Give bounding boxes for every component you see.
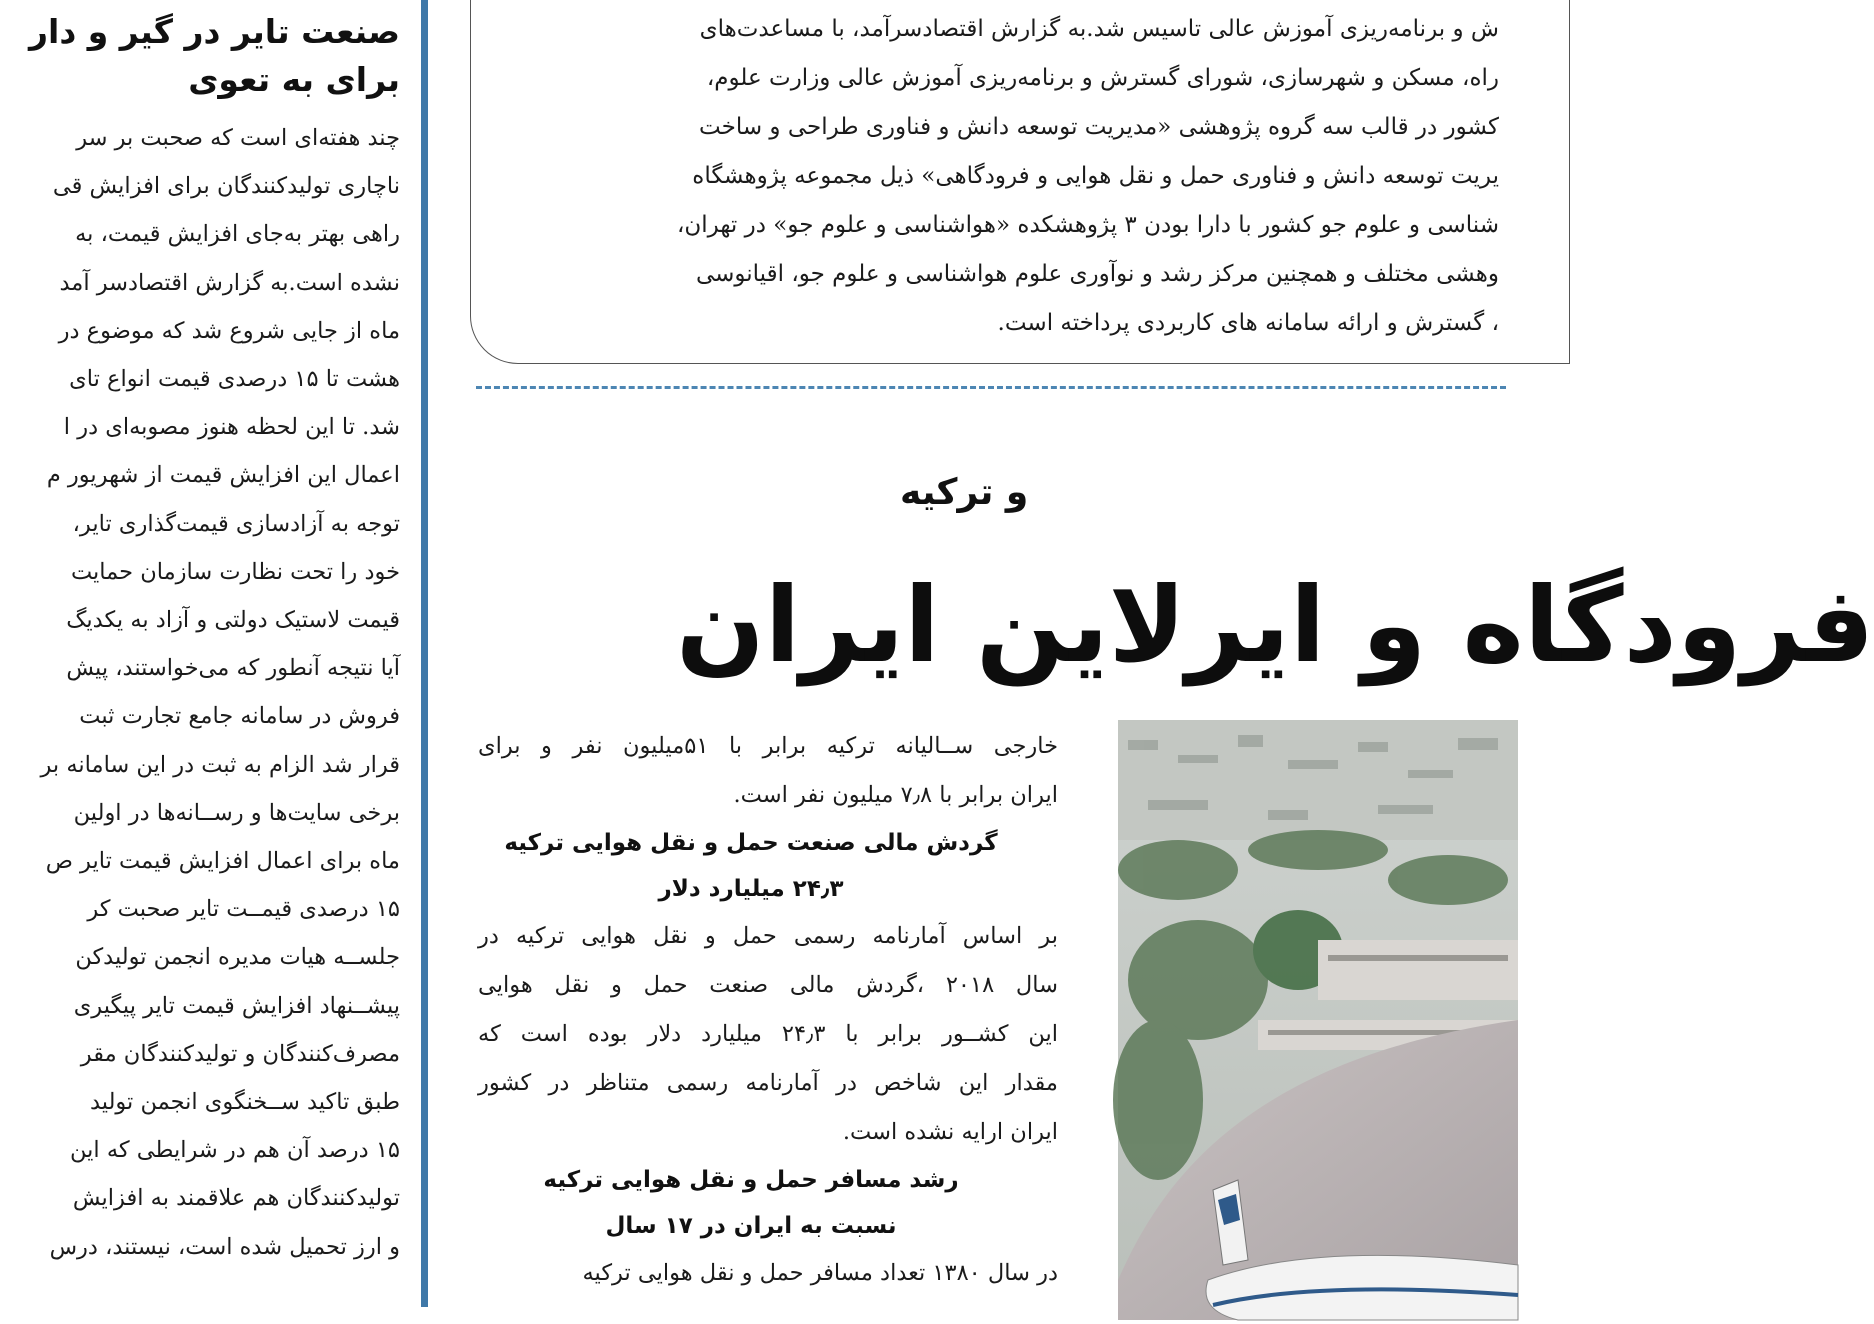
- text-line: ۱۵ درصد آن هم در شرایطی که این: [70, 1137, 400, 1164]
- text-line: ، گسترش و ارائه سامانه های کاربردی پرداخته است.: [997, 310, 1499, 336]
- text-line: تولیدکنندگان هم علاقمند به افزایش: [72, 1185, 400, 1212]
- text-line: کشور در قالب سه گروه پژوهشی «مدیریت توسعه دانش و فناوری طراحی و ساخت: [699, 114, 1499, 140]
- text-line: خارجی ســالیانه ترکیه برابر با ۵۱میلیون نفر و برای: [478, 733, 1058, 759]
- text-line: مقدار این شاخص در آمارنامه رسمی متناظر در کشور: [478, 1070, 1058, 1096]
- article-body-column: [478, 722, 1058, 1298]
- text-line: این کشــور برابر با ۲۴٫۳ میلیارد دلار بوده است که: [478, 1021, 1058, 1047]
- text-line: در سال ۱۳۸۰ تعداد مسافر حمل و نقل هوایی ترکیه: [582, 1260, 1058, 1286]
- text-line: اعمال این افزایش قیمت از شهریور م: [46, 462, 400, 489]
- airport-aerial-photo: [1118, 720, 1518, 1320]
- article-kicker: [900, 472, 1500, 513]
- text-line: ش و برنامه‌ریزی آموزش عالی تاسیس شد.به گزارش اقتصادسرآمد، با مساعدت‌های: [699, 16, 1499, 42]
- text-line: هشت تا ۱۵ درصدی قیمت انواع تای: [69, 366, 400, 393]
- text-line: بر اساس آمارنامه رسمی حمل و نقل هوایی ترکیه در: [478, 923, 1058, 949]
- text-line: جلســه هیات مدیره انجمن تولیدکن: [75, 944, 400, 971]
- text-line: قیمت لاستیک دولتی و آزاد به یکدیگ: [66, 607, 400, 634]
- subhead-line: نسبت به ایران در ۱۷ سال: [605, 1213, 897, 1239]
- text-line: یریت توسعه دانش و فناوری حمل و نقل هوایی و فرودگاهی» ذیل مجموعه پژوهشگاه: [692, 163, 1499, 189]
- text-line: پیشــنهاد افزایش قیمت تایر پیگیری: [73, 992, 400, 1019]
- text-line: نشده است.به گزارش اقتصادسر آمد: [59, 269, 400, 296]
- text-line: ۱۵ درصدی قیمــت تایر صحبت کر: [87, 896, 400, 923]
- dashed-separator: [476, 386, 1506, 389]
- kicker-text: و ترکیه: [900, 472, 1029, 513]
- research-institute-box: [470, 0, 1570, 364]
- text-line: توجه به آزادسازی قیمت‌گذاری تایر،: [72, 510, 400, 537]
- text-line: شد. تا این لحظه هنوز مصوبه‌ای در ا: [63, 414, 400, 441]
- text-line: آیا نتیجه آنطور که می‌خواستند، پیش: [66, 655, 400, 682]
- text-line: فروش در سامانه جامع تجارت ثبت: [79, 703, 400, 730]
- headline-text: فرودگاه و ایرلاین ایران: [676, 564, 1874, 686]
- text-line: ایران ارایه نشده است.: [842, 1119, 1058, 1145]
- text-line: برخی سایت‌ها و رســانه‌ها در اولین: [73, 799, 400, 826]
- left-article-column: [0, 0, 408, 1307]
- text-line: راه، مسکن و شهرسازی، شورای گسترش و برنامه‌ریزی آموزش عالی وزارت علوم،: [706, 65, 1499, 91]
- subhead-passenger-growth: [478, 1157, 1058, 1249]
- headline-line: صنعت تایر در گیر و دار: [29, 12, 400, 51]
- airport-photo-illustration: [1118, 720, 1518, 1320]
- text-line: ماه برای اعمال افزایش قیمت تایر ص: [45, 848, 400, 875]
- subhead-line: رشد مسافر حمل و نقل هوایی ترکیه: [543, 1167, 959, 1193]
- left-article-headline: [0, 8, 400, 104]
- box-body: [439, 5, 1499, 348]
- subhead-financial-turnover: [478, 820, 1058, 912]
- subhead-line: گردش مالی صنعت حمل و نقل هوایی ترکیه: [504, 830, 998, 856]
- text-line: مصرف‌کنندگان و تولیدکنندگان مقر: [80, 1040, 400, 1067]
- paragraph-financial-turnover: [478, 912, 1058, 1157]
- column-divider: [421, 0, 428, 1307]
- text-line: قرار شد الزام به ثبت در این سامانه بر: [40, 751, 400, 778]
- text-line: ناچاری تولیدکنندگان برای افزایش قی: [52, 173, 400, 200]
- text-line: ماه از جایی شروع شد که موضوع در: [58, 317, 400, 344]
- text-line: خود را تحت نظارت سازمان حمایت: [70, 558, 400, 585]
- text-line: طبق تاکید ســخنگوی انجمن تولید: [89, 1089, 400, 1116]
- paragraph-passenger-intro: [478, 722, 1058, 820]
- text-line: سال ۲۰۱۸ ،گردش مالی صنعت حمل و نقل هوایی: [478, 972, 1058, 998]
- text-line: چند هفته‌ای است که صحبت بر سر: [76, 125, 400, 151]
- paragraph-passenger-growth: [478, 1249, 1058, 1298]
- text-line: و ارز تحمیل شده است، نیستند، درس: [49, 1233, 400, 1260]
- text-line: راهی بهتر به‌جای افزایش قیمت، به: [75, 221, 400, 248]
- headline-line: برای به تعوی: [188, 60, 400, 99]
- article-headline: [676, 555, 1874, 700]
- left-article-body: [0, 114, 400, 1271]
- text-line: وهشی مختلف و همچنین مرکز رشد و نوآوری علوم هواشناسی و علوم جو، اقیانوسی: [695, 261, 1499, 287]
- text-line: شناسی و علوم جو کشور با دارا بودن ۳ پژوهشکده «هواشناسی و علوم جو» در تهران،: [676, 212, 1499, 238]
- subhead-line: ۲۴٫۳ میلیارد دلار: [658, 876, 844, 902]
- text-line: ایران برابر با ۷٫۸ میلیون نفر است.: [733, 782, 1058, 808]
